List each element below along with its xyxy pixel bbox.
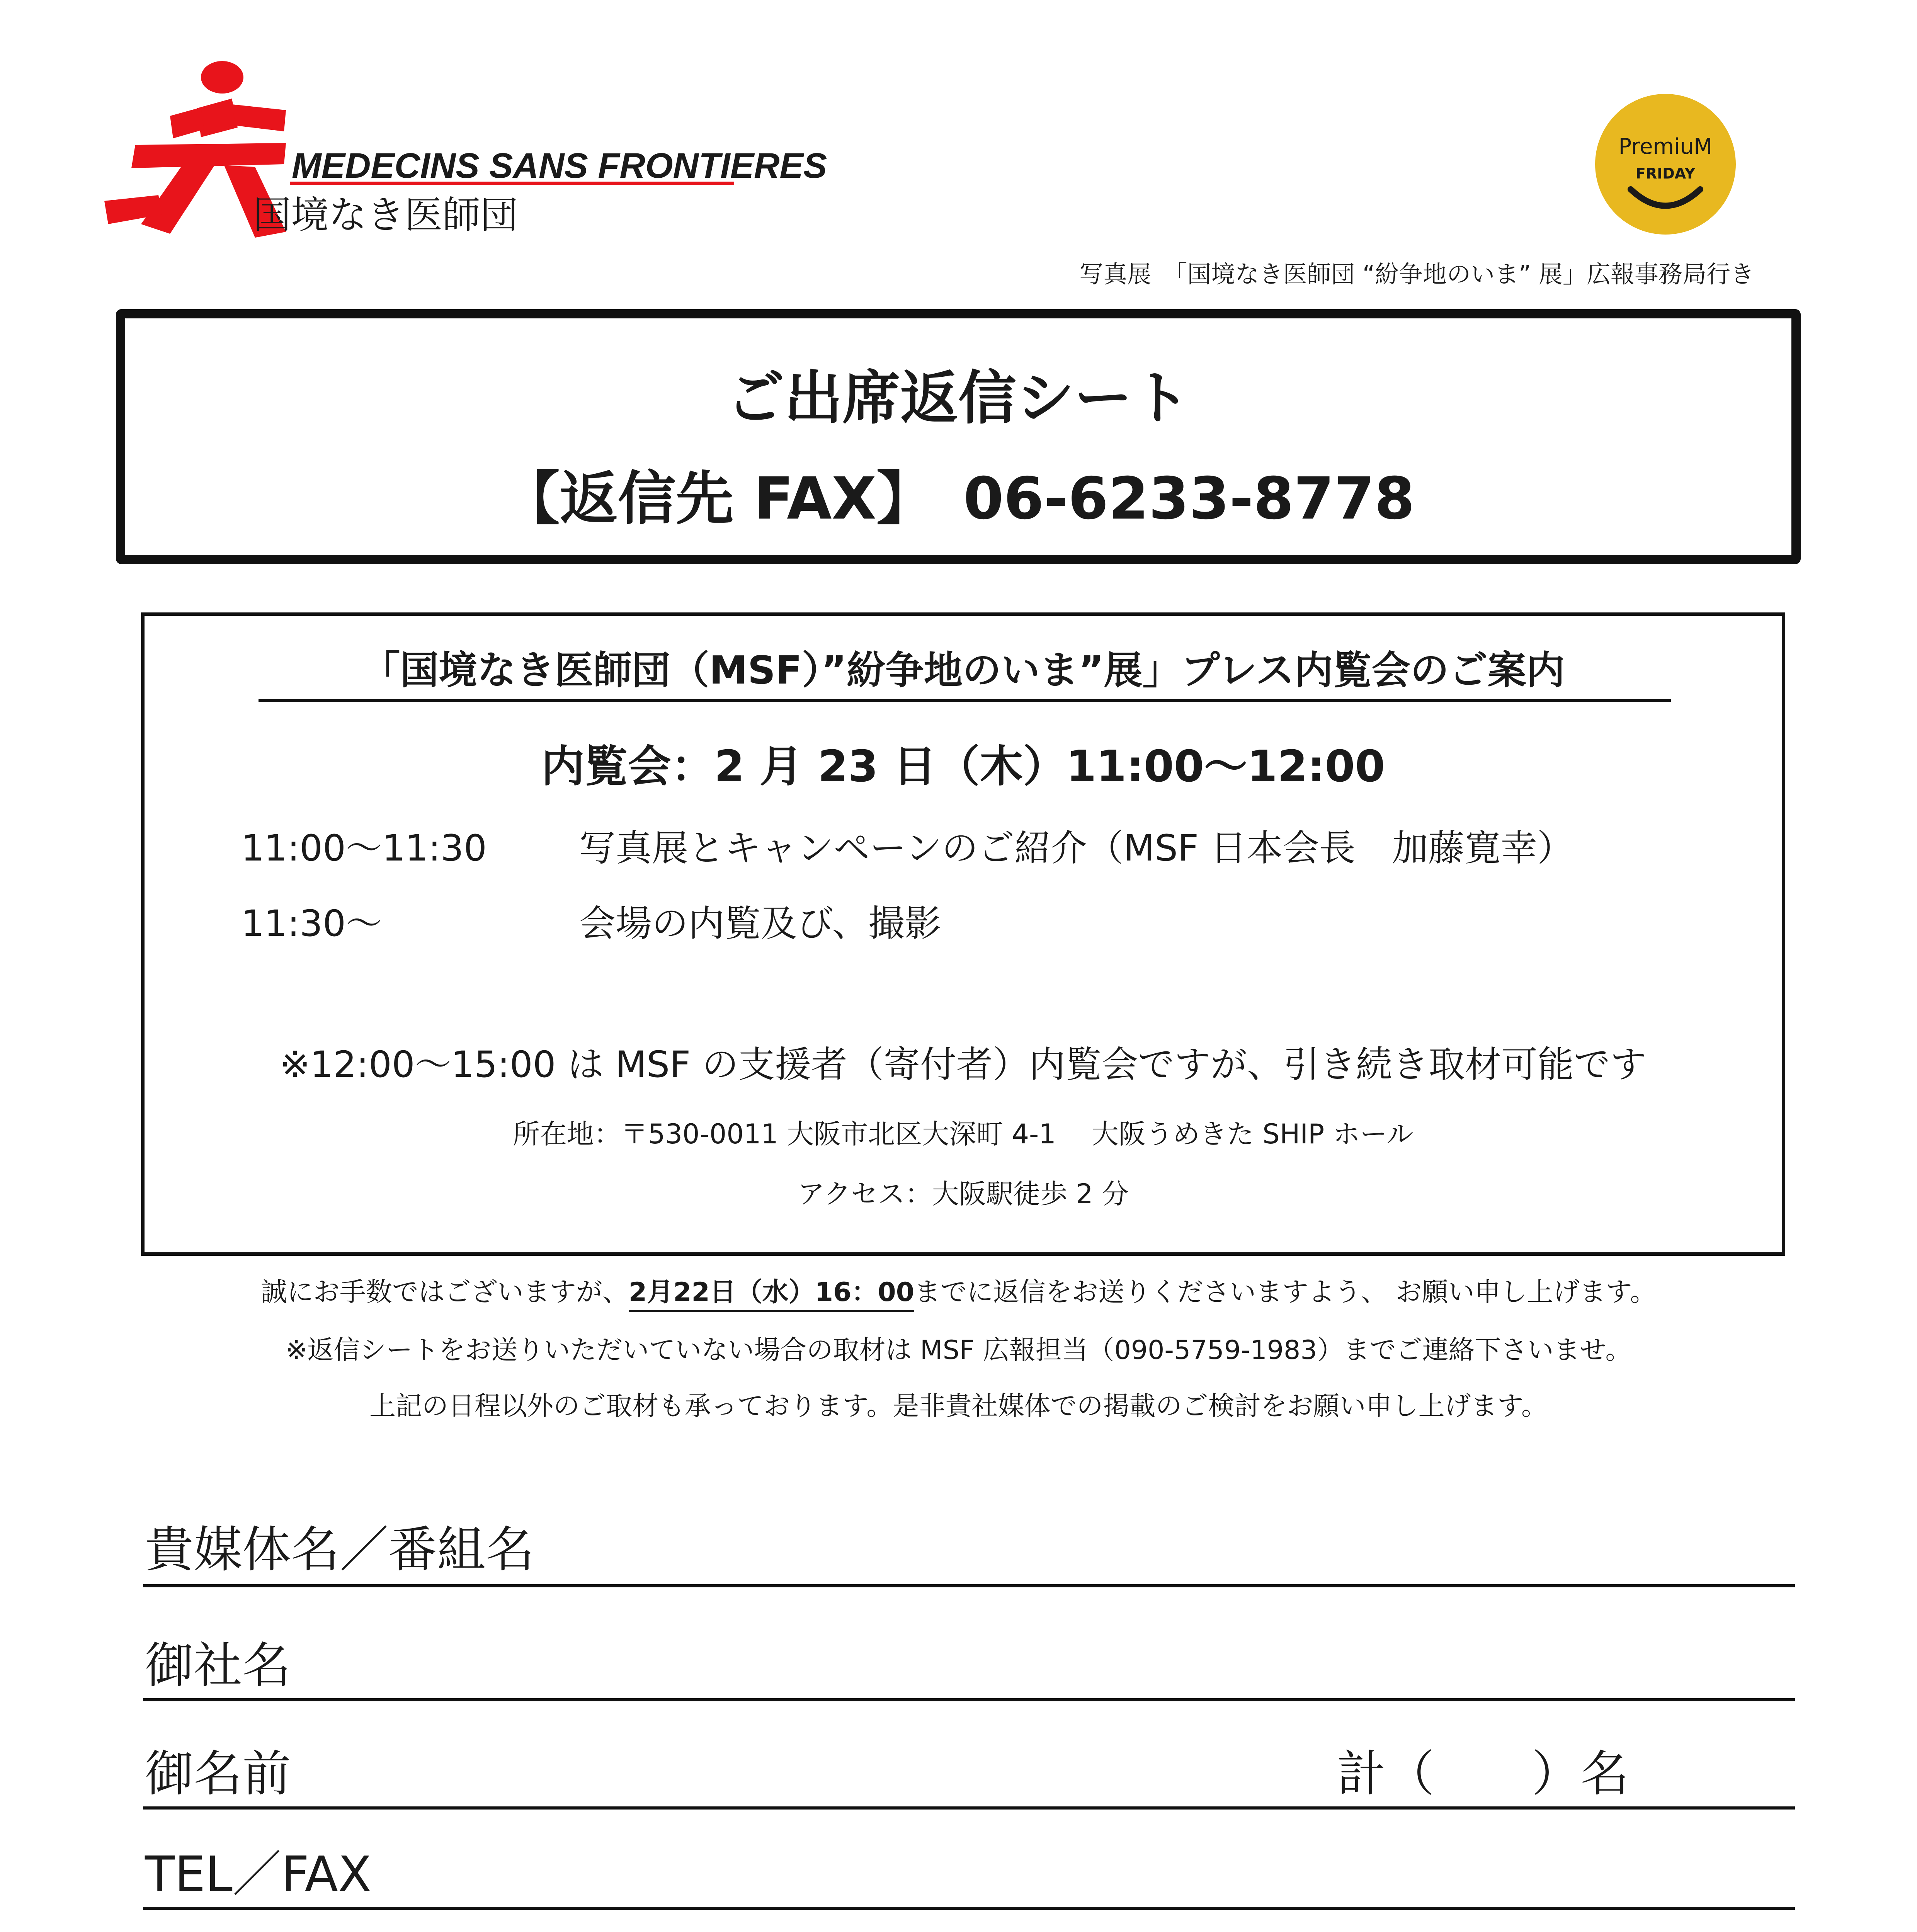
svg-text:MEDECINS SANS FRONTIERES: MEDECINS SANS FRONTIERES bbox=[292, 146, 827, 185]
schedule-description: 会場の内覧及び、撮影 bbox=[579, 903, 941, 945]
company-field[interactable] bbox=[143, 1698, 1795, 1701]
msf-logo bbox=[104, 62, 827, 255]
invitation-heading-underline bbox=[259, 699, 1671, 702]
invitation-box bbox=[141, 612, 1785, 1256]
schedule-time: 11:30～ bbox=[241, 903, 382, 945]
reply-request-notice bbox=[0, 1271, 1917, 1309]
attendee-count-label: 計（ ）名 bbox=[1337, 1745, 1629, 1802]
schedule-time: 11:00～11:30 bbox=[241, 827, 487, 869]
header-recipient: 写真展 「国境なき医師団 “紛争地のいま” 展」広報事務局行き bbox=[1079, 260, 1754, 288]
name-label: 御名前 bbox=[145, 1745, 291, 1802]
tel-fax-label: TEL／FAX bbox=[145, 1846, 372, 1903]
svg-text:国境なき医師団: 国境なき医師団 bbox=[253, 193, 519, 237]
svg-text:FRIDAY: FRIDAY bbox=[1635, 165, 1696, 182]
reply-deadline: 2月22日（水）16：00 bbox=[629, 1277, 914, 1312]
venue-address: 所在地：〒530-0011 大阪市北区大深町 4-1 大阪うめきた SHIP ホール bbox=[512, 1118, 1414, 1150]
name-field[interactable] bbox=[143, 1806, 1795, 1810]
invitation-heading: 「国境なき医師団（MSF）”紛争地のいま”展」プレス内覧会のご案内 bbox=[361, 648, 1565, 693]
company-label: 御社名 bbox=[145, 1637, 291, 1694]
title-box bbox=[116, 309, 1801, 564]
premium-friday-badge bbox=[1594, 93, 1737, 236]
reply-request-pre: 誠にお手数ではございますが、 bbox=[260, 1277, 629, 1308]
page-title: ご出席返信シート bbox=[726, 365, 1190, 432]
svg-text:PremiuM: PremiuM bbox=[1618, 134, 1713, 159]
reply-fax-number: 【返信先 FAX】 06-6233-8778 bbox=[502, 465, 1415, 532]
venue-access: アクセス：大阪駅徒歩 2 分 bbox=[798, 1178, 1129, 1210]
schedule-description: 写真展とキャンペーンのご紹介（MSF 日本会長 加藤寛幸） bbox=[579, 827, 1573, 869]
contact-notice: ※返信シートをお送りいただいていない場合の取材は MSF 広報担当（090-5759-1983）までご連絡下さいませ。 bbox=[285, 1335, 1632, 1366]
media-name-field[interactable] bbox=[143, 1584, 1795, 1587]
invitation-date: 内覧会：2 月 23 日（木）11:00～12:00 bbox=[541, 742, 1385, 792]
tel-fax-field[interactable] bbox=[143, 1907, 1795, 1910]
reply-request-post: までに返信をお送りくださいますよう、 お願い申し上げます。 bbox=[914, 1277, 1657, 1308]
other-dates-notice: 上記の日程以外のご取材も承っております。是非貴社媒体での掲載のご検討をお願い申し上げます。 bbox=[369, 1391, 1548, 1422]
invitation-note: ※12:00～15:00 は MSF の支援者（寄付者）内覧会ですが、引き続き取材可能です bbox=[279, 1044, 1647, 1086]
media-name-label: 貴媒体名／番組名 bbox=[145, 1521, 534, 1578]
